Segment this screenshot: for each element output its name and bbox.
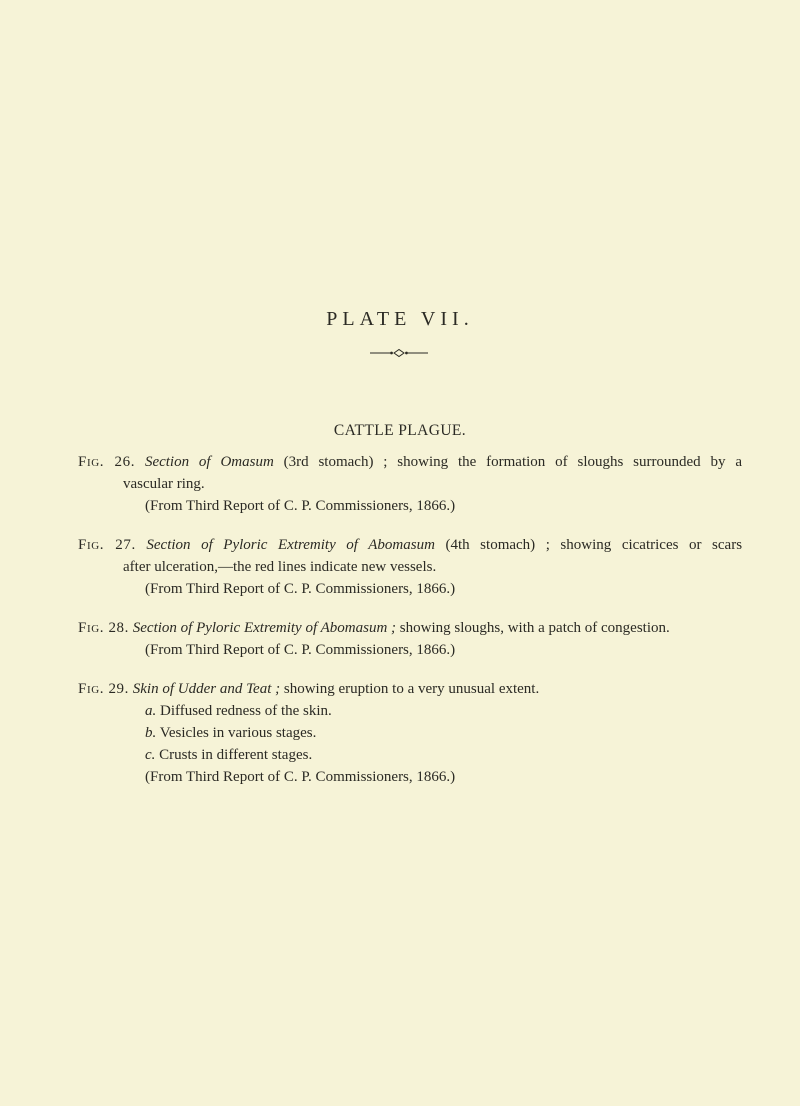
ornament-divider — [370, 348, 428, 358]
subject-heading: CATTLE PLAGUE. — [333, 422, 467, 439]
figure-entry-28 — [78, 617, 742, 661]
figure-description-continued: after ulceration,—the red lines indicate new vessels. — [123, 559, 437, 575]
figure-description-line — [78, 534, 742, 556]
figure-list — [78, 451, 742, 805]
figure-source: (From Third Report of C. P. Commissioners, 1866.) — [145, 498, 456, 514]
figure-entry-27 — [78, 534, 742, 600]
figure-description: (4th stomach) ; showing cicatrices or scars — [434, 537, 743, 553]
subitem-letter: c. — [145, 747, 156, 763]
figure-title: Section of Omasum — [144, 454, 274, 470]
figure-label: Fig. 27. — [78, 537, 136, 553]
figure-description: (3rd stomach) ; showing the formation of sloughs surrounded by a — [273, 454, 742, 470]
subitem-text: Vesicles in various stages. — [156, 725, 317, 741]
figure-description-continued: vascular ring. — [123, 476, 205, 492]
subitem-text: Diffused redness of the skin. — [156, 703, 332, 719]
figure-title: Section of Pyloric Extremity of Abomasum — [146, 537, 435, 553]
figure-description: showing eruption to a very unusual extent. — [280, 681, 540, 697]
figure-entry-29 — [78, 678, 742, 788]
subitem-letter: b. — [145, 725, 157, 741]
subitem-text: Crusts in different stages. — [155, 747, 313, 763]
figure-entry-26 — [78, 451, 742, 517]
figure-subitem-a — [78, 700, 742, 722]
figure-description-line — [78, 678, 742, 700]
figure-description-line — [78, 617, 742, 639]
figure-title: Section of Pyloric Extremity of Abomasum ; — [132, 620, 397, 636]
figure-label: Fig. 28. — [78, 620, 129, 636]
figure-description-line — [78, 451, 742, 473]
subitem-letter: a. — [145, 703, 157, 719]
figure-source: (From Third Report of C. P. Commissioners, 1866.) — [145, 642, 456, 658]
figure-subitem-b — [78, 722, 742, 744]
figure-label: Fig. 26. — [78, 454, 136, 470]
figure-subitem-c — [78, 744, 742, 766]
figure-title: Skin of Udder and Teat ; — [132, 681, 281, 697]
figure-source: (From Third Report of C. P. Commissioners, 1866.) — [145, 581, 456, 597]
plate-title: PLATE VII. — [326, 308, 474, 330]
figure-description: showing sloughs, with a patch of congestion. — [396, 620, 670, 636]
figure-source: (From Third Report of C. P. Commissioners, 1866.) — [145, 769, 456, 785]
figure-label: Fig. 29. — [78, 681, 129, 697]
